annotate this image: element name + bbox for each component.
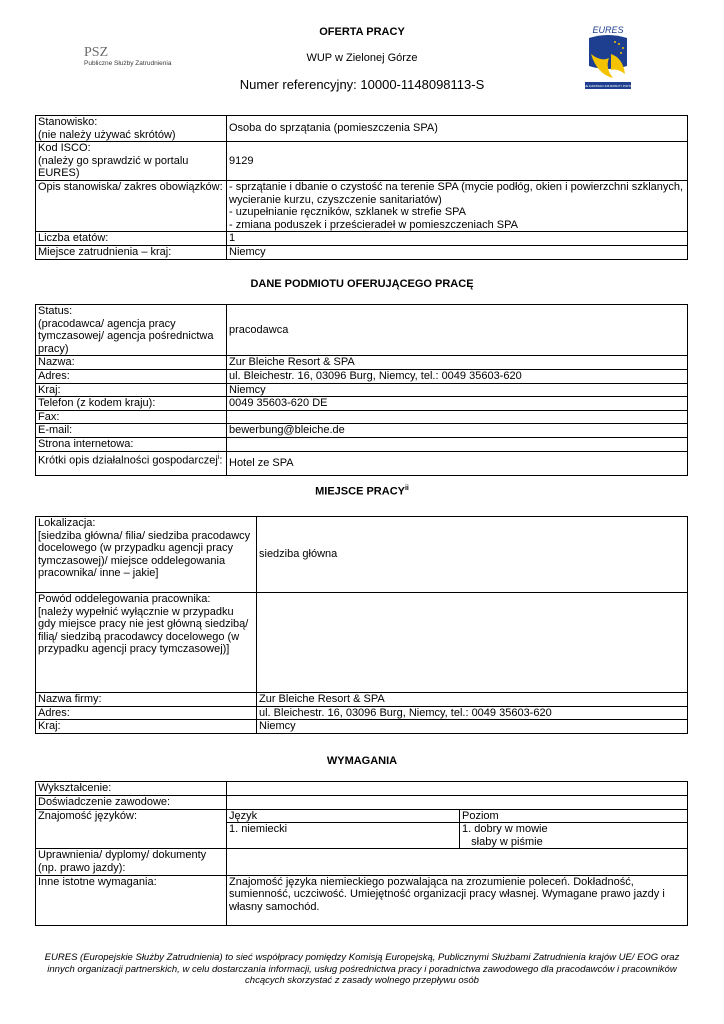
table-row <box>36 424 688 438</box>
name-label: Nazwa: <box>36 356 227 370</box>
country-label: Kraj: <box>36 383 227 397</box>
location-label: Lokalizacja: [siedziba główna/ filia/ siedziba pracodawcy docelowego (w przypadku agencji pracy tymczasowej)/ miejsce oddelegowania pracownika/ inne – jakie] <box>36 517 257 593</box>
other-requirements-label: Inne istotne wymagania: <box>36 875 227 925</box>
status-value: pracodawca <box>227 305 688 356</box>
reference-number: Numer referencyjny: 10000-1148098113-S <box>239 77 485 92</box>
name-value: Zur Bleiche Resort & SPA <box>227 356 688 370</box>
table-row <box>36 796 688 810</box>
language-name: 1. niemiecki <box>227 823 460 849</box>
level-column-header: Poziom <box>460 809 688 823</box>
address-value: ul. Bleichestr. 16, 03096 Burg, Niemcy, tel.: 0049 35603-620 <box>227 369 688 383</box>
location-value: siedziba główna <box>257 517 688 593</box>
psz-logo-short: PSZ <box>84 45 109 60</box>
education-label: Wykształcenie: <box>36 782 227 796</box>
language-column-header: Język <box>227 809 460 823</box>
phone-label: Telefon (z kodem kraju): <box>36 397 227 411</box>
address-value: ul. Bleichestr. 16, 03096 Burg, Niemcy, tel.: 0049 35603-620 <box>257 706 688 720</box>
table-row <box>36 782 688 796</box>
isco-value: 9129 <box>227 142 688 181</box>
website-value <box>227 437 688 451</box>
table-row <box>36 180 688 231</box>
table-row <box>36 116 688 142</box>
business-desc-label: Krótki opis działalności gospodarczej$^i$: <box>36 451 227 475</box>
table-row <box>36 693 688 707</box>
table-row <box>36 437 688 451</box>
country-value: Niemcy <box>257 720 688 734</box>
email-value: bewerbung@bleiche.de <box>227 424 688 438</box>
language-level: 1. dobry w mowie słaby w piśmie <box>460 823 688 849</box>
other-requirements-value: Znajomość języka niemieckiego pozwalająca na zrozumienie poleceń. Dokładność, sumienność, uczciwość. Umiejętność organizacji pracy własnej. Wymagane prawo jazdy i własny samochód. <box>227 875 688 925</box>
workplace-section-title: MIEJSCE PRACY$^{ii}$ <box>315 485 409 498</box>
employer-section-title: DANE PODMIOTU OFERUJĄCEGO PRACĘ <box>250 278 474 290</box>
table-row <box>36 451 688 475</box>
fax-value <box>227 410 688 424</box>
footer-note: EURES (Europejskie Służby Zatrudnienia) to sieć współpracy pomiędzy Komisją Europejską, Publicznymi Służbami Zatrudnienia krajów UE/ EOG oraz innych organizacji partnerskich, w celu dostarczania informacji, usług pośrednictwa pracy i poradnictwa zawodowego dla pracodawców i pracowników chcących skorzystać z zasady wolnego przepływu osób <box>44 952 680 986</box>
position-value: Osoba do sprzątania (pomieszczenia SPA) <box>227 116 688 142</box>
permits-value <box>227 849 688 875</box>
email-label: E-mail: <box>36 424 227 438</box>
languages-label: Znajomość języków: <box>36 809 227 849</box>
workplace-table <box>35 516 688 734</box>
positions-label: Liczba etatów: <box>36 232 227 246</box>
table-row <box>36 369 688 383</box>
country-value: Niemcy <box>227 245 688 259</box>
table-row <box>36 356 688 370</box>
country-value: Niemcy <box>227 383 688 397</box>
education-value <box>227 782 688 796</box>
office-name: WUP w Zielonej Górze <box>306 52 418 64</box>
requirements-section-title: WYMAGANIA <box>326 755 398 767</box>
eures-logo <box>583 24 633 92</box>
table-row <box>36 232 688 246</box>
fax-label: Fax: <box>36 410 227 424</box>
business-desc-value: Hotel ze SPA <box>227 451 688 475</box>
table-row <box>36 305 688 356</box>
table-row <box>36 706 688 720</box>
table-row <box>36 397 688 411</box>
document-title: OFERTA PRACY <box>319 26 405 38</box>
table-row <box>36 517 688 593</box>
position-label: Stanowisko: (nie należy używać skrótów) <box>36 116 227 142</box>
table-row <box>36 383 688 397</box>
duties-label: Opis stanowiska/ zakres obowiązków: <box>36 180 227 231</box>
website-label: Strona internetowa: <box>36 437 227 451</box>
requirements-table <box>35 781 688 926</box>
phone-value: 0049 35603-620 DE <box>227 397 688 411</box>
address-label: Adres: <box>36 369 227 383</box>
table-row <box>36 720 688 734</box>
table-row <box>36 875 688 925</box>
table-row <box>36 410 688 424</box>
permits-label: Uprawnienia/ dyplomy/ dokumenty (np. prawo jazdy): <box>36 849 227 875</box>
table-row <box>36 245 688 259</box>
experience-value <box>227 796 688 810</box>
experience-label: Doświadczenie zawodowe: <box>36 796 227 810</box>
eures-logo-text: EURES <box>592 25 624 35</box>
table-row <box>36 142 688 181</box>
delegation-label: Powód oddelegowania pracownika: [należy wypełnić wyłącznie w przypadku gdy miejsce pracy nie jest główną siedzibą/ filią/ siedzibą pracodawcy docelowego (w przypadku agencji pracy tymczasowej)] <box>36 593 257 693</box>
company-label: Nazwa firmy: <box>36 693 257 707</box>
offer-table <box>35 115 688 260</box>
status-label: Status: (pracodawca/ agencja pracy tymczasowej/ agencja pośrednictwa pracy) <box>36 305 227 356</box>
table-row <box>36 849 688 875</box>
positions-value: 1 <box>227 232 688 246</box>
eures-logo-icon <box>583 24 633 92</box>
table-row <box>36 593 688 693</box>
delegation-value <box>257 593 688 693</box>
company-value: Zur Bleiche Resort & SPA <box>257 693 688 707</box>
eures-logo-tagline: THE EUROPEAN JOB MOBILITY PORTAL <box>583 85 633 88</box>
country-label: Miejsce zatrudnienia – kraj: <box>36 245 227 259</box>
psz-logo-full: Publiczne Służby Zatrudnienia <box>84 60 172 67</box>
table-row <box>36 809 688 823</box>
address-label: Adres: <box>36 706 257 720</box>
country-label: Kraj: <box>36 720 257 734</box>
employer-table <box>35 304 688 476</box>
isco-label: Kod ISCO: (należy go sprawdzić w portalu EURES) <box>36 142 227 181</box>
duties-value: - sprzątanie i dbanie o czystość na terenie SPA (mycie podłóg, okien i powierzchni szklanych, wycieranie kurzu, czyszczenie sanitariatów) - uzupełnianie ręczników, szklanek w strefie SPA - zmiana poduszek i prześcieradeł w pomieszczeniach SPA <box>227 180 688 231</box>
